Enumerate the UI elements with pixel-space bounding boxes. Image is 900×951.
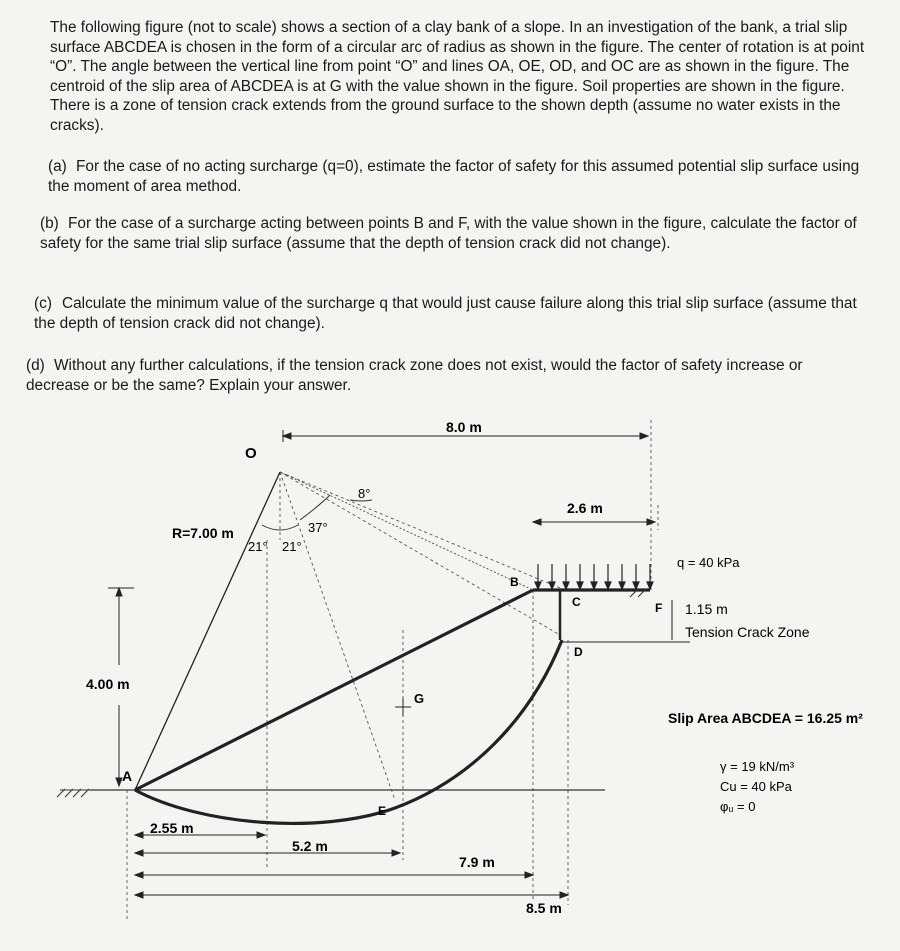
question-d-text: Without any further calculations, if the tension crack zone does not exist, would the factor of safety increase or decrease or be the same? Explain your answer.: [26, 357, 803, 394]
angle-arc-37: [300, 495, 330, 520]
slip-arc: [135, 640, 562, 823]
problem-intro: The following figure (not to scale) shows a section of a clay bank of a slope. In an investigation of the bank, a trial slip surface ABCDEA is chosen in the form of a circular arc of radius as shown in the figure. The center of rotation is at point “O”. The angle between the vertical line from point “O” and lines OA, OE, OD, and OC are as shown in the figure. The centroid of the slip area of ABCDEA is at G with the value shown in the figure. Soil properties are shown in the figure. There is a zone of tension crack extends from the ground surface to the shown depth (assume no water exists in the cracks).: [50, 19, 865, 134]
slip-area-label: Slip Area ABCDEA = 16.25 m²: [668, 710, 863, 726]
label-e: E: [378, 804, 387, 818]
centroid-marker: [395, 698, 411, 716]
label-b: B: [510, 575, 519, 589]
radius-oa: [135, 472, 280, 790]
slope-face: [135, 590, 533, 790]
surcharge-label: q = 40 kPa: [677, 555, 740, 570]
dim-height: 4.00 m: [86, 676, 130, 692]
question-b-label: (b): [40, 215, 59, 232]
dim-top-width: 8.0 m: [446, 419, 482, 435]
radius-od: [280, 472, 560, 635]
question-a-text: For the case of no acting surcharge (q=0), estimate the factor of safety for this assumed potential slip surface using the moment of area method.: [48, 158, 860, 195]
angle-37: 37°: [308, 520, 328, 535]
question-c-label: (c): [34, 295, 52, 312]
dim-255: 2.55 m: [150, 820, 194, 836]
dim-85: 8.5 m: [526, 900, 562, 916]
label-f: F: [655, 601, 663, 615]
angle-21-left: 21°: [248, 539, 268, 554]
question-a-label: (a): [48, 158, 67, 175]
cohesion-label: Cu = 40 kPa: [720, 779, 792, 794]
question-d-label: (d): [26, 357, 45, 374]
angle-21-right: 21°: [282, 539, 302, 554]
question-c-text: Calculate the minimum value of the surcharge q that would just cause failure along this trial slip surface (assume that the depth of tension crack did not change).: [34, 295, 857, 332]
crack-zone-label: Tension Crack Zone: [685, 624, 810, 640]
radius-oe: [280, 472, 395, 800]
label-o: O: [245, 445, 257, 462]
dim-crack-depth: 1.15 m: [685, 601, 728, 617]
label-d: D: [574, 645, 583, 659]
question-b-text: For the case of a surcharge acting between points B and F, with the value shown in the figure, calculate the factor of safety for the same trial slip surface (assume that the depth of tension crack did not change).: [40, 215, 857, 252]
dashed-guides: [127, 420, 658, 920]
unit-weight-label: γ = 19 kN/m³: [720, 759, 795, 774]
angle-8: 8°: [358, 486, 371, 501]
bottom-dimensions: [135, 832, 568, 898]
friction-angle-label: φᵤ = 0: [720, 799, 756, 814]
dim-crest-width: 2.6 m: [567, 500, 603, 516]
dim-52: 5.2 m: [292, 838, 328, 854]
label-a: A: [122, 768, 133, 784]
label-c: C: [572, 595, 581, 609]
ground-hatch-left: [57, 789, 135, 797]
surcharge-arrows: [535, 564, 653, 589]
dim-79: 7.9 m: [459, 854, 495, 870]
label-g: G: [414, 691, 425, 706]
dim-radius: R=7.00 m: [172, 525, 234, 541]
